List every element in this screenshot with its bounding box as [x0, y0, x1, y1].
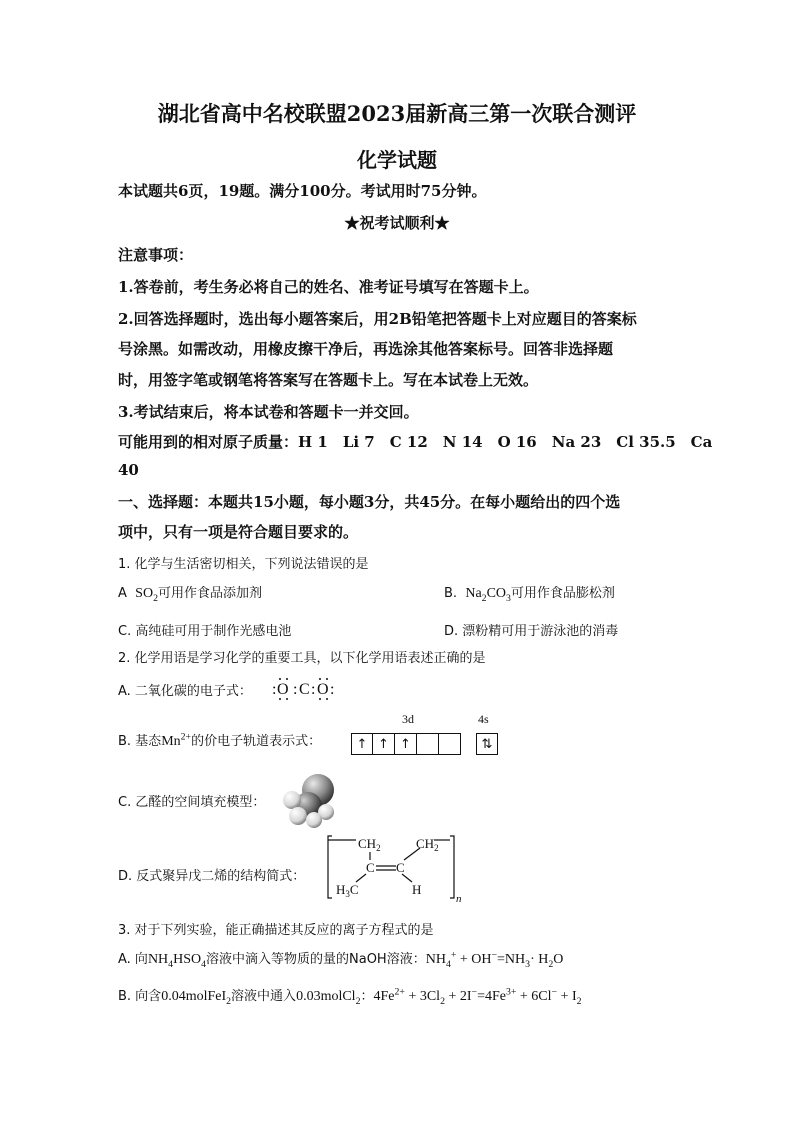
- svg-text:CH2: $CH_2$: [416, 836, 439, 853]
- question-3-stem: 3. 对于下列实验，能正确描述其反应的离子方程式的是: [118, 923, 434, 938]
- note-item-2-line-1: 2.回答选择题时，选出每小题答案后，用2B铅笔把答题卡上对应题目的答案标: [118, 310, 637, 328]
- co2-electron-dot-formula: [268, 675, 336, 701]
- formula-so2: $SO_2$: [135, 586, 158, 604]
- svg-text::: :: [293, 681, 298, 698]
- atomic-masses-line-1: 可能用到的相对原子质量：H 1 Li 7 C 12 N 14 O 16 Na 23 Cl 35.5 Ca: [118, 433, 713, 451]
- formula-mn2plus: $Mn^{2+}$: [161, 731, 192, 749]
- formula-na2co3: $Na_2CO_3$: [465, 586, 511, 604]
- amount-cl2: 0.03molCl$_2$: [296, 989, 361, 1007]
- question-1-option-b: [444, 582, 615, 602]
- option-b-tail: 的价电子轨道表示式：: [191, 734, 322, 749]
- question-1-option-d: D. 漂粉精可用于游泳池的消毒: [444, 624, 619, 639]
- orbital-box: ⇅: [476, 733, 498, 755]
- svg-text:H3C: $H_3C$: [336, 882, 359, 899]
- svg-text:O: O: [277, 681, 289, 698]
- exam-info: 本试题共6页，19题。满分100分。考试用时75分钟。: [118, 182, 487, 200]
- option-b-colon: ：: [360, 989, 374, 1004]
- exam-subject: 化学试题: [357, 148, 437, 172]
- question-2-option-b: [118, 730, 321, 750]
- svg-text:C: C: [396, 860, 405, 875]
- svg-text:C: C: [366, 860, 375, 875]
- svg-text:H: H: [412, 882, 422, 897]
- orbital-box: ↑: [395, 733, 417, 755]
- option-a-text: 可用作食品添加剂: [157, 586, 262, 601]
- orbital-box: ↑: [351, 733, 373, 755]
- option-a-label: A: [118, 586, 127, 601]
- good-luck-banner: ★祝考试顺利★: [344, 214, 450, 232]
- orbital-box: [439, 733, 461, 755]
- formula-nh4hso4: $NH_4HSO_4$: [147, 952, 206, 970]
- question-3-option-a: [118, 948, 563, 968]
- question-2-option-c: C. 乙醛的空间填充模型：: [118, 795, 266, 810]
- svg-text::: :: [330, 681, 335, 698]
- amount-fei2: 0.04molFeI$_2$: [161, 989, 232, 1007]
- question-1-option-c: C. 高纯硅可用于制作光感电池: [118, 624, 292, 639]
- question-3-option-b: [118, 985, 582, 1005]
- orbital-diagram-4s: [476, 733, 498, 755]
- acetaldehyde-space-filling-model: [278, 766, 346, 830]
- question-1-stem: 1. 化学与生活密切相关，下列说法错误的是: [118, 557, 369, 572]
- svg-text:n: n: [456, 893, 462, 904]
- option-a-text: A. 二氧化碳的电子式：: [118, 684, 252, 699]
- ionic-equation-b: $4Fe^{2+} + 3Cl_2 + 2I^-=4Fe^{3+} + 6Cl^- + I_2$: [373, 986, 582, 1007]
- option-b-text: 可用作食品膨松剂: [510, 586, 615, 601]
- ionic-equation-a: $NH_4^+ + OH^-=NH_3\cdot H_2O$: [425, 949, 564, 970]
- note-item-1: 1.答卷前，考生务必将自己的姓名、准考证号填写在答题卡上。: [118, 278, 539, 296]
- note-item-2-line-2: 号涂黑。如需改动，用橡皮擦干净后，再选涂其他答案标号。回答非选择题: [118, 340, 614, 358]
- note-item-2-line-3: 时，用签字笔或钢笔将答案写在答题卡上。写在本试卷上无效。: [118, 371, 539, 389]
- svg-text:C: C: [299, 681, 310, 698]
- option-b-prefix: B. 基态: [118, 734, 162, 749]
- question-2-stem: 2. 化学用语是学习化学的重要工具，以下化学用语表述正确的是: [118, 651, 486, 666]
- svg-text::: :: [311, 681, 316, 698]
- svg-text:CH2: $CH_2$: [358, 836, 381, 853]
- option-b-prefix: B. 向含: [118, 989, 162, 1004]
- option-b-mid: 溶液中通入: [231, 989, 297, 1004]
- orbital-box: ↑: [373, 733, 395, 755]
- option-a-prefix: A. 向: [118, 952, 148, 967]
- option-a-mid: 溶液中滴入等物质的量的NaOH溶液：: [206, 952, 426, 967]
- svg-text:O: O: [317, 681, 329, 698]
- question-2-option-d: D. 反式聚异戊二烯的结构简式：: [118, 869, 306, 884]
- question-2-option-a: [118, 680, 252, 699]
- notes-heading: 注意事项：: [118, 246, 194, 264]
- exam-title: 湖北省高中名校联盟2023届新高三第一次联合测评: [157, 101, 637, 126]
- svg-text::: :: [272, 681, 277, 698]
- orbital-box: [417, 733, 439, 755]
- orbital-label-3d: 3d: [402, 712, 414, 726]
- orbital-label-4s: 4s: [478, 712, 489, 726]
- section-1-heading-line-1: 一、选择题：本题共15小题，每小题3分，共45分。在每小题给出的四个选: [118, 493, 621, 511]
- atomic-masses-line-2: 40: [118, 461, 139, 479]
- trans-polyisoprene-structure: [324, 832, 464, 904]
- note-item-3: 3.考试结束后，将本试卷和答题卡一并交回。: [118, 403, 419, 421]
- option-b-label: B.: [444, 586, 458, 601]
- section-1-heading-line-2: 项中，只有一项是符合题目要求的。: [118, 523, 359, 541]
- orbital-diagram-3d: [351, 733, 461, 755]
- question-1-option-a: [118, 582, 262, 602]
